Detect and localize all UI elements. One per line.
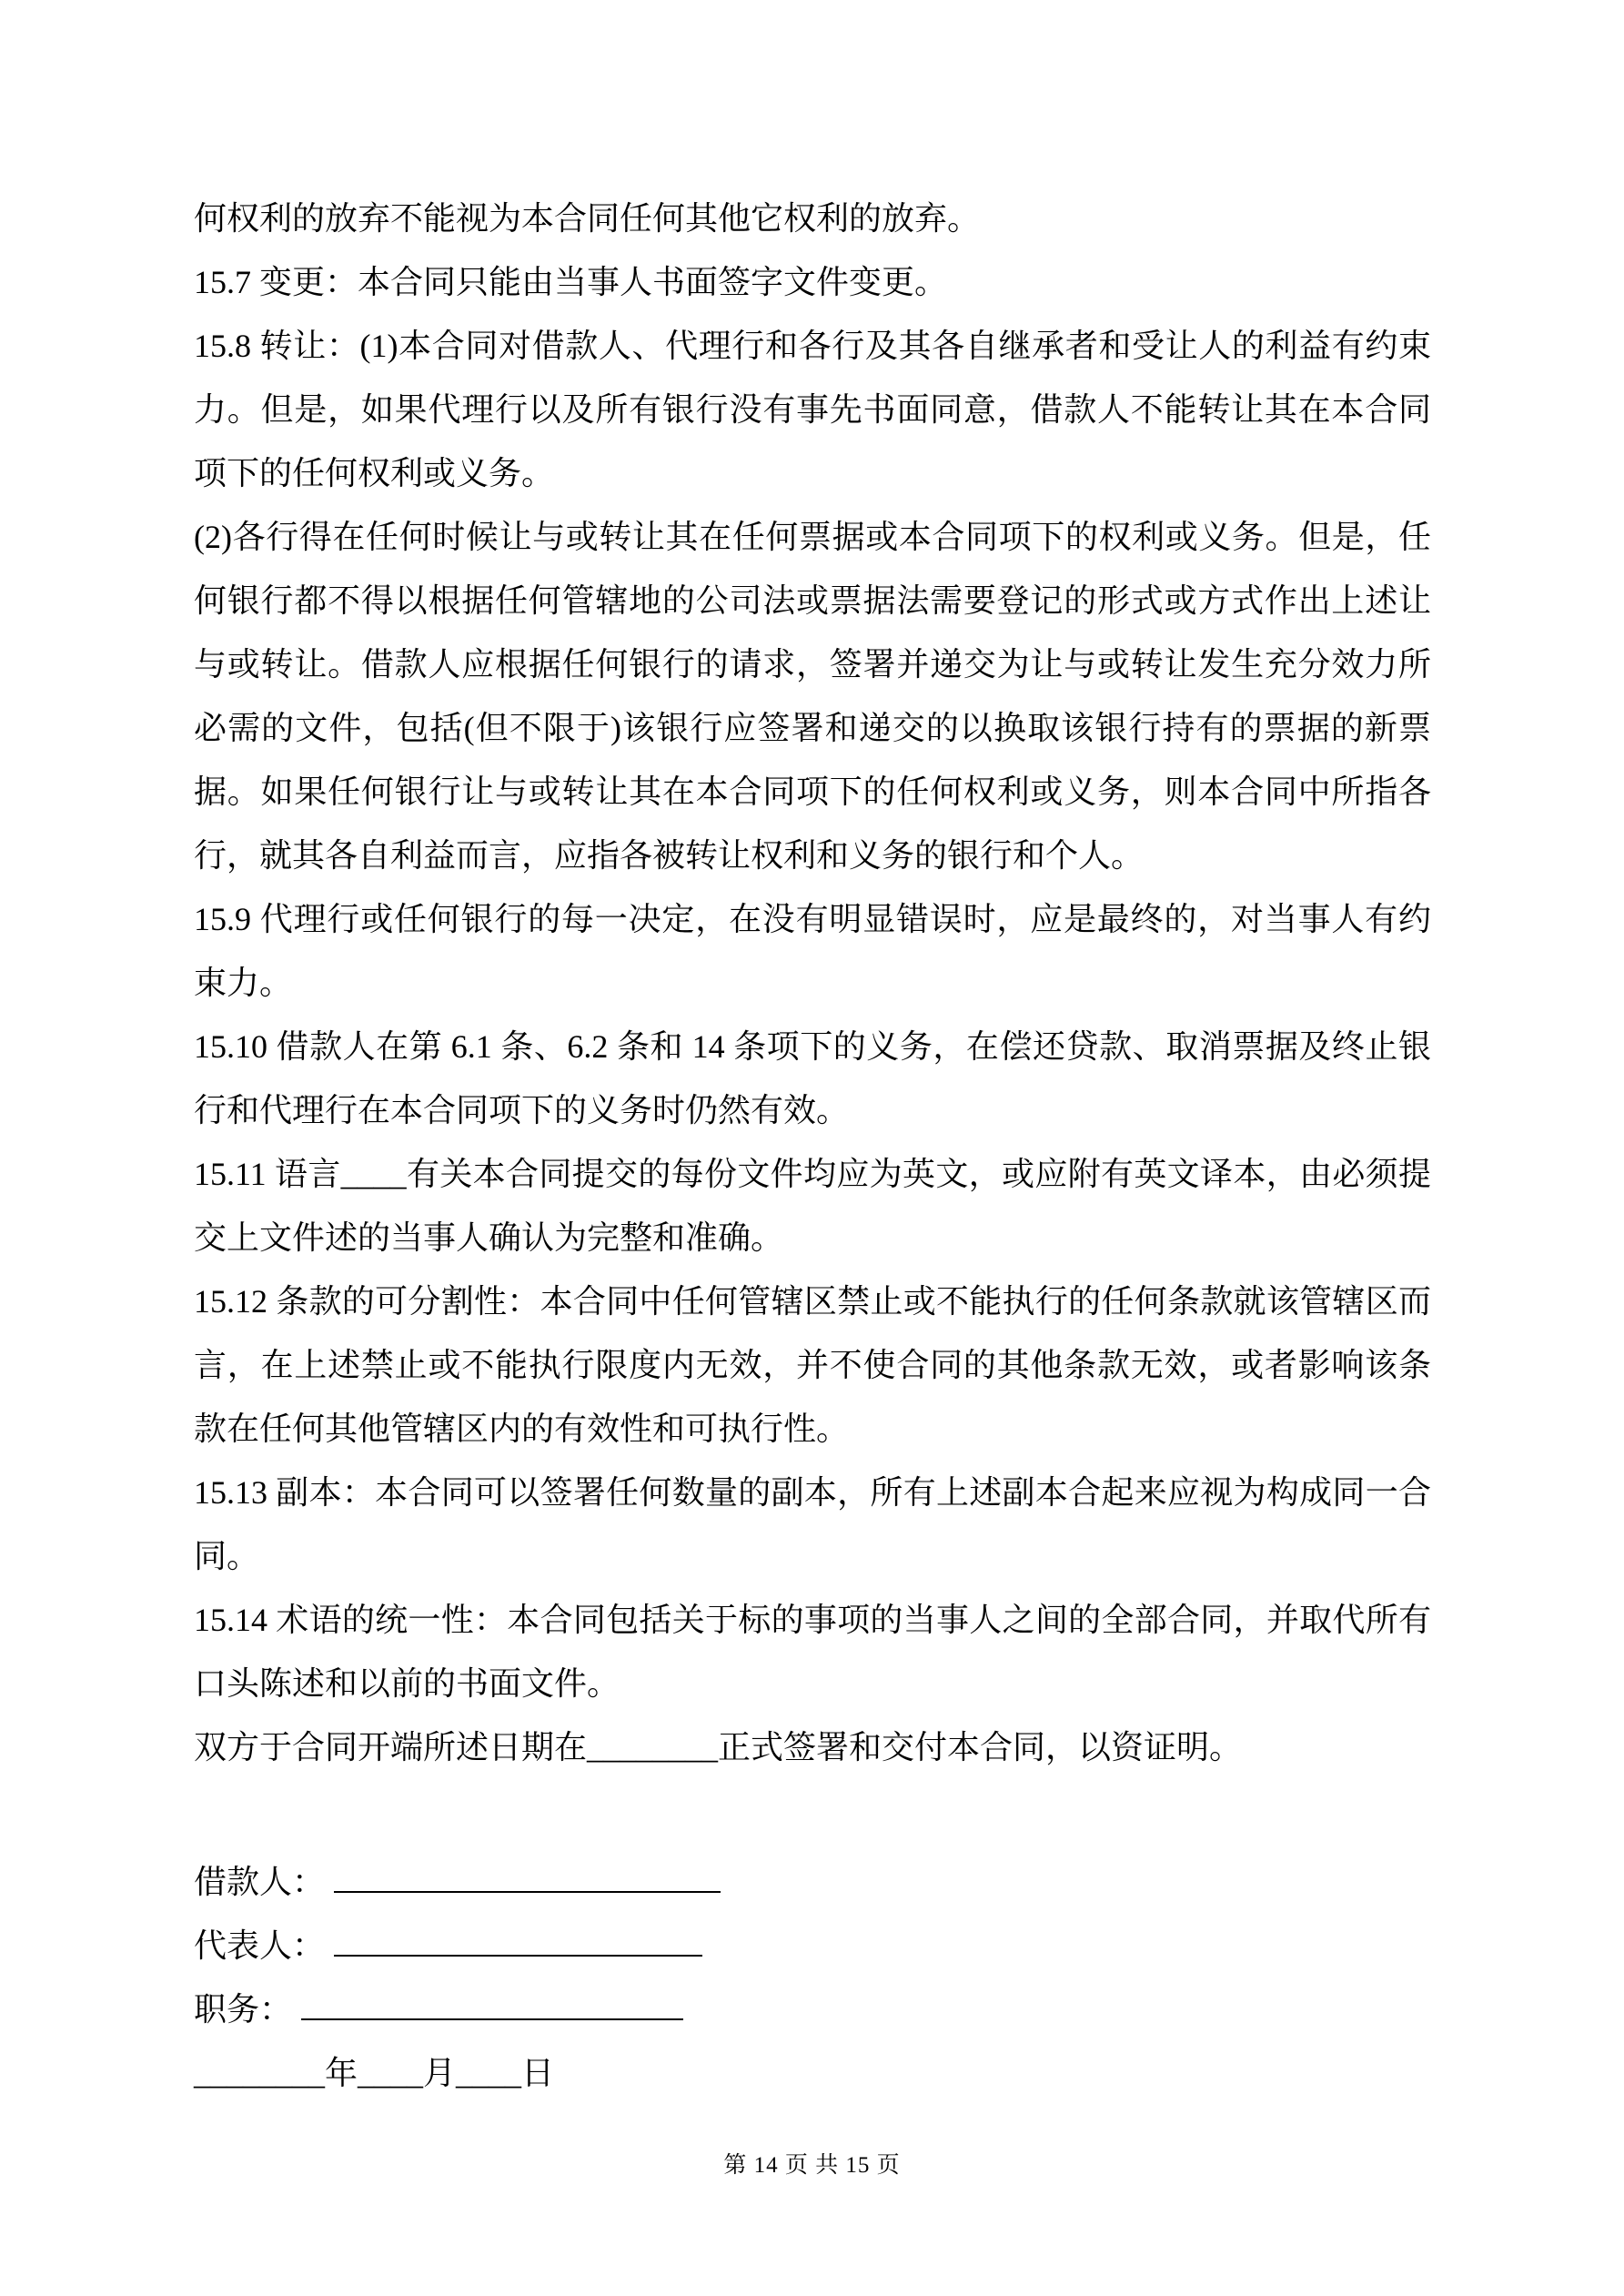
signature-block (194, 1850, 1431, 2105)
representative-label: 代表人： (194, 1927, 326, 1964)
clause-15-12: 15.12 条款的可分割性：本合同中任何管辖区禁止或不能执行的任何条款就该管辖区而言，在上述禁止或不能执行限度内无效，并不使合同的其他条款无效，或者影响该条款在任何其他管辖区内的有效性和可执行性。 (194, 1283, 1431, 1447)
clause-15-10: 15.10 借款人在第 6.1 条、6.2 条和 14 条项下的义务，在偿还贷款、取消票据及终止银行和代理行在本合同项下的义务时仍然有效。 (194, 1028, 1431, 1128)
clause-15-9: 15.9 代理行或任何银行的每一决定，在没有明显错误时，应是最终的，对当事人有约束力。 (194, 901, 1431, 1001)
paragraph-continuation: 何权利的放弃不能视为本合同任何其他它权利的放弃。 (194, 200, 981, 237)
signature-date-row (194, 2041, 1431, 2105)
clause-15-7: 15.7 变更：本合同只能由当事人书面签字文件变更。 (194, 264, 948, 300)
closing-statement: 双方于合同开端所述日期在________正式签署和交付本合同，以资证明。 (194, 1729, 1243, 1765)
borrower-signature-line (334, 1860, 721, 1893)
signature-row-borrower (194, 1850, 1431, 1914)
representative-signature-line (334, 1924, 702, 1957)
position-label: 职务： (194, 1991, 293, 2028)
clause-15-8-part2: (2)各行得在任何时候让与或转让其在任何票据或本合同项下的权利或义务。但是，任何银行都不得以根据任何管辖地的公司法或票据法需要登记的形式或方式作出上述让与或转让。借款人应根据任何银行的请求，签署并递交为让与或转让发生充分效力所必需的文件，包括(但不限于)该银行应签署和递交的以换取该银行持有的票据的新票据。如果任何银行让与或转让其在本合同项下的任何权利或义务，则本合同中所指各行，就其各自利益而言，应指各被转让权利和义务的银行和个人。 (194, 519, 1431, 874)
borrower-label: 借款人： (194, 1864, 326, 1900)
contract-body (194, 187, 1431, 1779)
signature-row-representative (194, 1914, 1431, 1977)
clause-15-13: 15.13 副本：本合同可以签署任何数量的副本，所有上述副本合起来应视为构成同一合同。 (194, 1474, 1431, 1574)
clause-15-14: 15.14 术语的统一性：本合同包括关于标的事项的当事人之间的全部合同，并取代所有口头陈述和以前的书面文件。 (194, 1602, 1431, 1702)
clause-15-11: 15.11 语言____有关本合同提交的每份文件均应为英文，或应附有英文译本，由必须提交上文件述的当事人确认为完整和准确。 (194, 1156, 1431, 1256)
clause-15-8-part1: 15.8 转让：(1)本合同对借款人、代理行和各行及其各自继承者和受让人的利益有约束力。但是，如果代理行以及所有银行没有事先书面同意，借款人不能转让其在本合同项下的任何权利或义务。 (194, 328, 1431, 491)
signature-row-position (194, 1977, 1431, 2041)
date-blank-line: ________年____月____日 (194, 2055, 554, 2091)
position-signature-line (301, 1988, 683, 2020)
page-number-indicator: 第 14 页 共 15 页 (723, 2153, 901, 2178)
page-footer (0, 2152, 1624, 2180)
